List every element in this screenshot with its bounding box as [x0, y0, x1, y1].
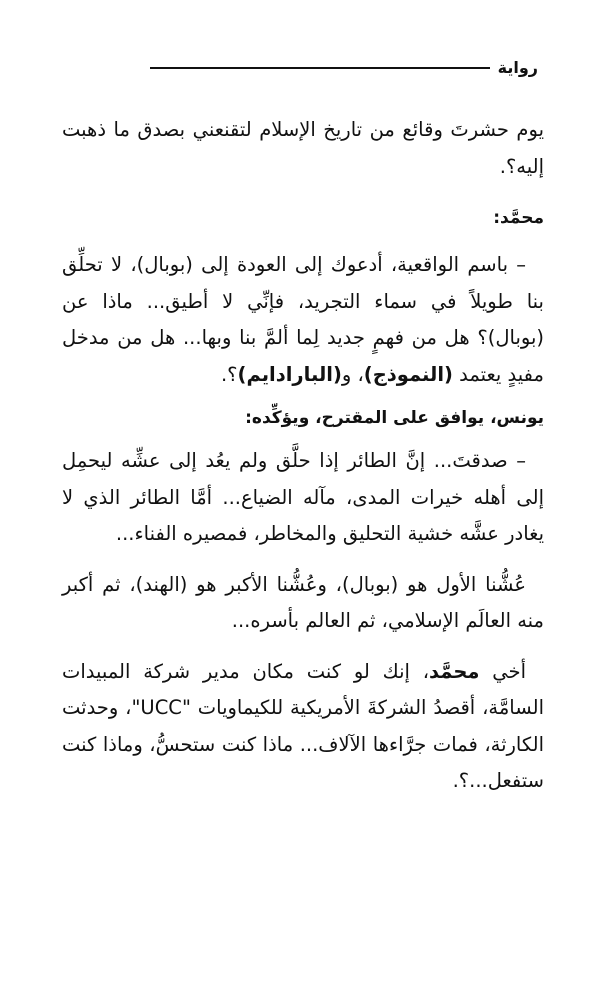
spacer: [62, 185, 544, 203]
paragraph-3: – صدقتَ... إنَّ الطائر إذا حلَّق ولم يعُد إلى عشِّه ليحمِل إلى أهله خيرات المدى، مآله الضياع... أمَّا الطائر الذي لا يغادر عشَّه خشية التحليق والمخاطر، فمصيره الفناء...: [62, 449, 544, 545]
paragraph-4: عُشُّنا الأول هو (بوبال)، وعُشُّنا الأكبر هو (الهند)، ثم أكبر منه العالَم الإسلامي، ثم العالم بأسره...: [62, 572, 544, 632]
spacer: [62, 393, 544, 403]
paragraph-2-text: – باسم الواقعية، أدعوك إلى العودة إلى (بوبال)، لا تحلِّق بنا طويلاً في سماء التجريد، فإنِّي لا أطيق... ماذا عن (بوبال)؟ هل من فهمٍ جديد لِما ألمَّ بنا وبها... هل من مدخل مفيدٍ يعتمد: [62, 253, 544, 386]
spacer: [62, 233, 544, 247]
spacer: [62, 640, 544, 654]
term-model: (النموذج): [363, 362, 453, 386]
speaker-label-2: يونس، يوافق على المقترح، ويؤكِّده:: [245, 408, 544, 428]
page-body: [62, 112, 544, 800]
paragraph-5-start: أخي: [479, 659, 526, 683]
paragraph-1: يوم حشرتَ وقائع من تاريخ الإسلام لتقنعني بصدق ما ذهبت إليه؟.: [62, 118, 544, 178]
header-rule: [150, 67, 490, 69]
spacer: [62, 553, 544, 567]
spacer: [62, 433, 544, 443]
paragraph-2-join: ، و: [341, 362, 364, 386]
term-paradigm: (البارادايم): [237, 362, 342, 386]
paragraph-5: [62, 654, 544, 800]
name-mohammed: محمَّد: [429, 659, 480, 683]
paragraph-5-rest: ، إنك لو كنت مكان مدير شركة المبيدات السامَّة، أقصدُ الشركةَ الأمريكية للكيماويات "UCC"، وحدثت الكارثة، فمات جرَّاءها الآلاف... ماذا كنت ستحسُّ، وماذا كنت ستفعل...؟.: [62, 659, 544, 792]
paragraph-2-end: ؟.: [220, 362, 238, 386]
header-title: رواية: [497, 57, 538, 77]
speaker-label-1: محمَّد:: [493, 208, 544, 228]
running-header: [150, 52, 538, 82]
paragraph-2: [62, 247, 544, 393]
